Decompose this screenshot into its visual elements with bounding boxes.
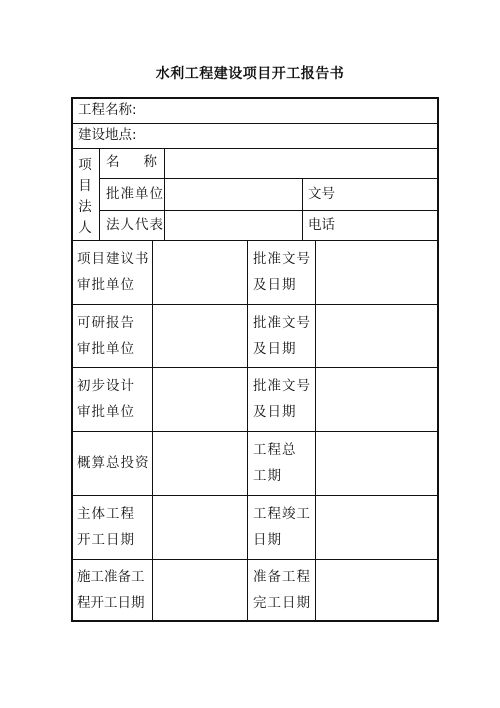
legal-rep-label: 法人代表 (106, 217, 164, 233)
approval-left-line2: 审批单位 (77, 341, 135, 357)
approval-right-line1: 工程总 (253, 442, 297, 458)
approval-right-line2: 及日期 (253, 277, 297, 293)
row-divider (71, 240, 439, 241)
legal-char: 人 (78, 220, 92, 236)
legal-entity-label (77, 155, 93, 239)
approval-right-line1: 批准文号 (253, 378, 311, 394)
row-divider (71, 495, 439, 496)
document-title: 水利工程建设项目开工报告书 (155, 66, 345, 82)
name-char: 名 (106, 154, 120, 170)
column-divider (152, 240, 153, 622)
column-divider (315, 240, 316, 622)
approval-left-line1: 概算总投资 (77, 455, 150, 471)
row-divider (71, 148, 439, 149)
row-divider (71, 304, 439, 305)
column-divider (302, 178, 303, 240)
name-char: 称 (143, 154, 157, 170)
approval-right-line2: 完工日期 (253, 595, 311, 611)
approval-left-line1: 可研报告 (77, 315, 135, 331)
location-label: 建设地点: (78, 127, 137, 143)
phone-label: 电话 (308, 217, 335, 233)
approval-left-line1: 项目建议书 (77, 251, 150, 267)
approval-right-line1: 批准文号 (253, 251, 311, 267)
approval-right-line2: 及日期 (253, 404, 297, 420)
project-name-label: 工程名称: (78, 102, 137, 118)
approval-right-line2: 工期 (253, 468, 282, 484)
column-divider (164, 148, 165, 240)
legal-char: 法 (78, 199, 92, 215)
approval-left-line2: 审批单位 (77, 404, 135, 420)
approval-left-line2: 开工日期 (77, 532, 135, 548)
approval-unit-label: 批准单位 (106, 186, 164, 202)
approval-right-line2: 及日期 (253, 341, 297, 357)
row-divider (99, 210, 439, 211)
approval-right-line1: 准备工程 (253, 569, 311, 585)
column-divider (99, 148, 100, 240)
approval-right-line1: 工程竣工 (253, 506, 311, 522)
name-label (106, 156, 157, 170)
approval-right-line1: 批准文号 (253, 315, 311, 331)
row-divider (71, 431, 439, 432)
legal-char: 项 (78, 157, 92, 173)
approval-left-line1: 施工准备工 (77, 569, 145, 585)
approval-left-line2: 审批单位 (77, 277, 135, 293)
row-divider (71, 367, 439, 368)
approval-right-line2: 日期 (253, 532, 282, 548)
approval-left-line1: 初步设计 (77, 378, 135, 394)
column-divider (247, 240, 248, 622)
legal-char: 目 (78, 178, 92, 194)
row-divider (71, 123, 439, 124)
row-divider (71, 559, 439, 560)
approval-left-line2: 程开工日期 (77, 595, 145, 611)
approval-left-line1: 主体工程 (77, 506, 135, 522)
doc-number-label: 文号 (308, 186, 335, 202)
row-divider (99, 178, 439, 179)
